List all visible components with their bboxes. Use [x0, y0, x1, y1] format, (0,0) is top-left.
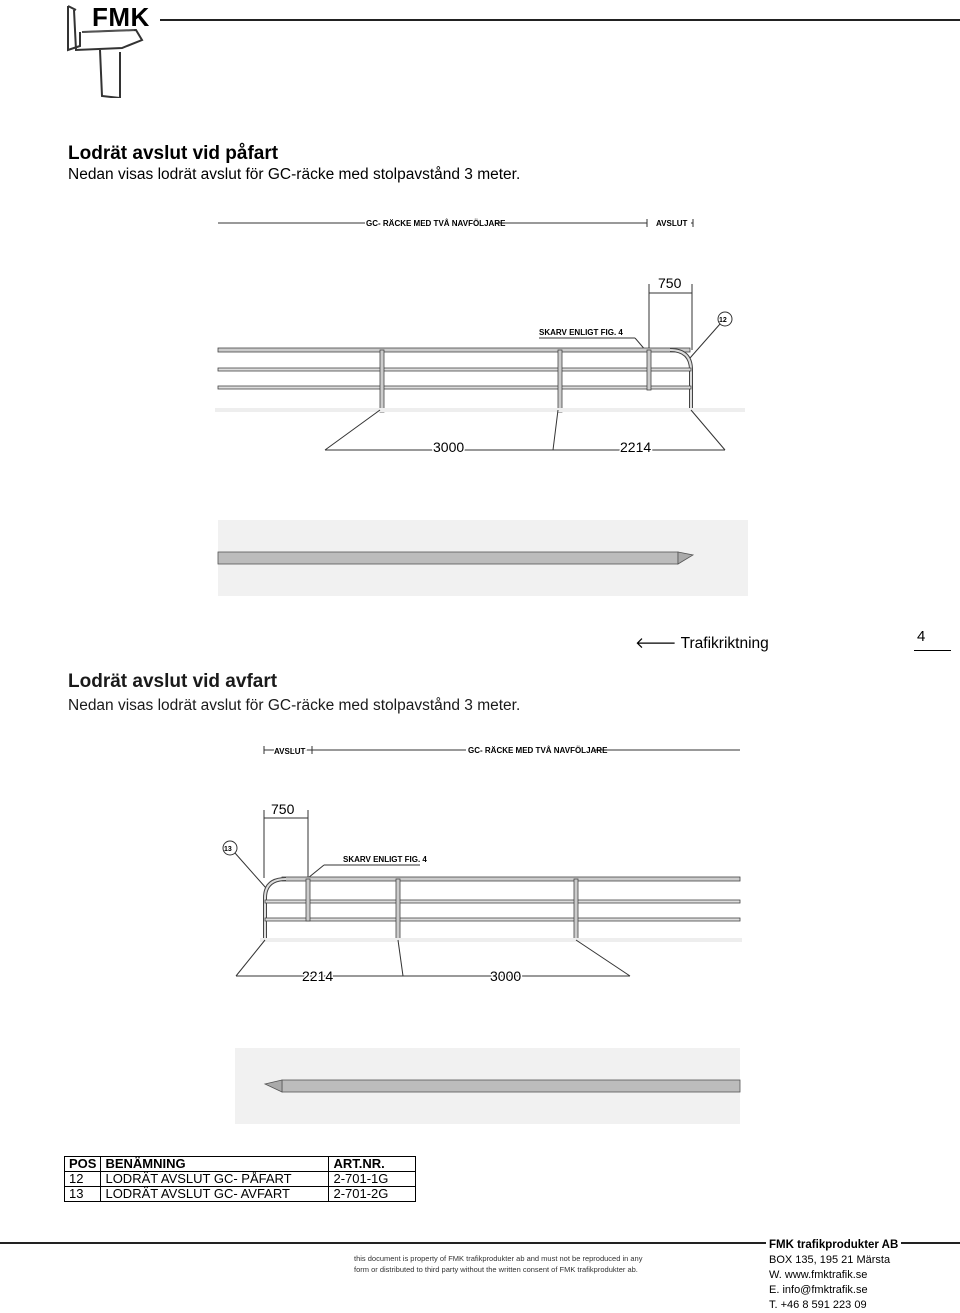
table-header-row — [65, 1157, 416, 1172]
table-cell-name: LODRÄT AVSLUT GC- AVFART — [101, 1187, 329, 1202]
company-email[interactable]: E. info@fmktrafik.se — [769, 1284, 868, 1296]
drawing1-dim-left: 3000 — [433, 439, 465, 455]
drawing1-skarv: SKARV ENLIGT FIG. 4 — [539, 328, 623, 337]
section2-text: Nedan visas lodrät avslut för GC-räcke med stolpavstånd 3 meter. — [68, 697, 521, 714]
table-cell-pos: 12 — [65, 1172, 101, 1187]
company-name: FMK trafikprodukter AB — [769, 1239, 899, 1251]
page-number: 4 — [917, 628, 926, 645]
parts-table — [64, 1156, 416, 1202]
logo-text: FMK — [92, 2, 150, 32]
drawing2-callout: 13 — [224, 846, 232, 853]
drawing2-dim-right: 3000 — [490, 968, 522, 984]
drawing1-label-left: GC- RÄCKE MED TVÅ NAVFÖLJARE — [366, 219, 506, 228]
footer-disclaimer-line1: this document is property of FMK trafikprodukter ab and must not be reproduced in any — [354, 1254, 643, 1263]
table-header-name: BENÄMNING — [101, 1157, 329, 1172]
direction-text: Trafikriktning — [680, 635, 769, 652]
drawing-avfart — [220, 738, 742, 1130]
header-rule — [160, 19, 960, 21]
arrow-left-icon: 🡐 — [635, 635, 677, 652]
company-info — [766, 1238, 901, 1313]
drawing1-dim-top: 750 — [658, 275, 682, 291]
table-row — [65, 1187, 416, 1202]
drawing2-skarv: SKARV ENLIGT FIG. 4 — [343, 855, 427, 864]
drawing-pafart — [215, 210, 755, 600]
drawing2-dim-left: 2214 — [302, 968, 334, 984]
drawing1-label-right: AVSLUT — [656, 219, 688, 228]
drawing2-label-right: GC- RÄCKE MED TVÅ NAVFÖLJARE — [468, 746, 608, 755]
page-number-rule — [914, 650, 951, 651]
table-cell-name: LODRÄT AVSLUT GC- PÅFART — [101, 1172, 329, 1187]
company-address: BOX 135, 195 21 Märsta — [769, 1254, 891, 1266]
table-cell-artnr: 2-701-1G — [329, 1172, 416, 1187]
table-cell-artnr: 2-701-2G — [329, 1187, 416, 1202]
company-web[interactable]: W. www.fmktrafik.se — [769, 1269, 868, 1281]
direction-indicator — [635, 633, 769, 653]
company-phone: T. +46 8 591 223 09 — [769, 1299, 867, 1311]
table-row — [65, 1172, 416, 1187]
table-header-artnr: ART.NR. — [329, 1157, 416, 1172]
footer-disclaimer — [354, 1253, 654, 1275]
drawing1-dim-right: 2214 — [620, 439, 652, 455]
drawing1-callout: 12 — [719, 317, 727, 324]
drawing2-label-left: AVSLUT — [274, 747, 306, 756]
section1-title: Lodrät avslut vid påfart — [68, 143, 279, 164]
section2-title: Lodrät avslut vid avfart — [68, 671, 278, 692]
drawing2-dim-top: 750 — [271, 801, 295, 817]
footer-disclaimer-line2: form or distributed to third party without the written consent of FMK trafikprodukter ab. — [354, 1265, 638, 1274]
table-header-pos: POS — [65, 1157, 101, 1172]
table-cell-pos: 13 — [65, 1187, 101, 1202]
section1-text: Nedan visas lodrät avslut för GC-räcke med stolpavstånd 3 meter. — [68, 166, 521, 183]
